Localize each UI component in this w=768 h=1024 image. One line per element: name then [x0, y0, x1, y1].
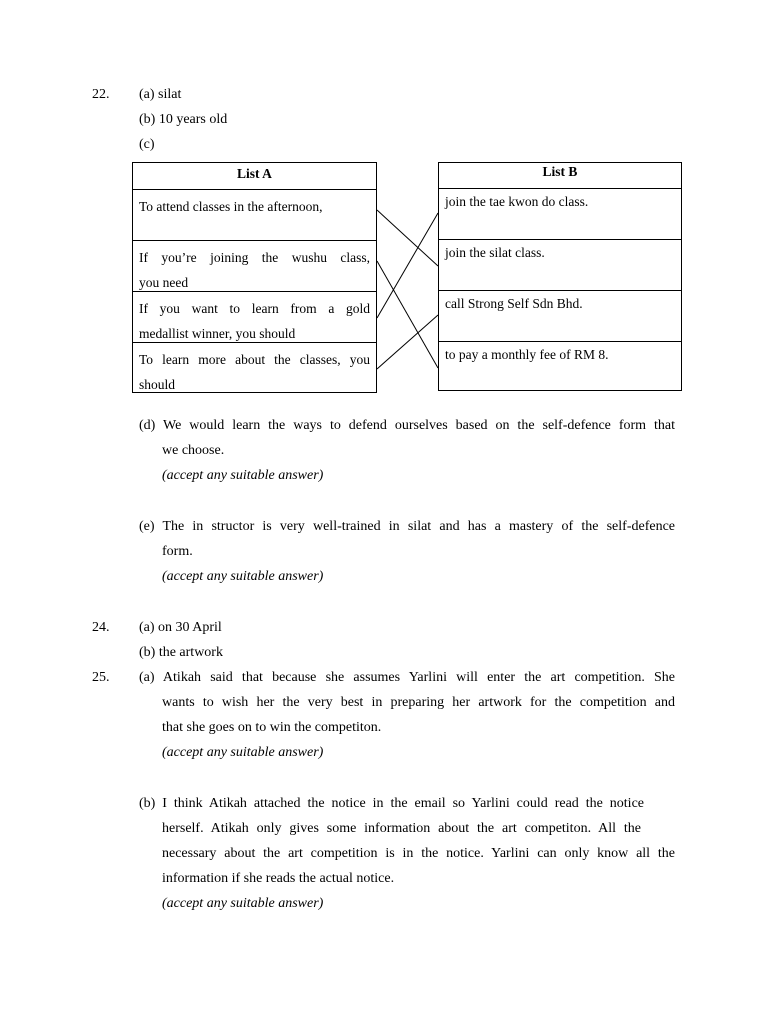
list-b-item-line: join the tae kwon do class.	[445, 194, 589, 209]
question-number-22: 22.	[92, 87, 110, 102]
list-a-item-line: To learn more about the classes, you	[139, 352, 370, 367]
list-b-item-line: join the silat class.	[445, 245, 545, 260]
question-number-24: 24.	[92, 620, 110, 635]
answer-22e-note: (accept any suitable answer)	[162, 569, 324, 584]
answer-25b-line: herself. Atikah only gives some information about the art competiton. All the	[162, 821, 641, 836]
list-a-item-line: medallist winner, you should	[139, 326, 296, 341]
list-b-item-line: to pay a monthly fee of RM 8.	[445, 347, 609, 362]
answer-22c-label: (c)	[139, 137, 155, 152]
list-a-header: List A	[237, 166, 272, 181]
match-line	[377, 213, 438, 318]
answer-25a-line: that she goes on to win the competiton.	[162, 720, 382, 735]
list-b-header: List B	[542, 164, 578, 179]
match-line	[377, 261, 438, 368]
list-b-item-line: call Strong Self Sdn Bhd.	[445, 296, 583, 311]
answer-22e-line: (e) The in structor is very well-trained in silat and has a mastery of the self-defence	[139, 519, 675, 534]
answer-24a: (a) on 30 April	[139, 620, 222, 635]
question-number-25: 25.	[92, 670, 110, 685]
answer-22d-line: we choose.	[162, 443, 225, 458]
answer-25a-line: (a) Atikah said that because she assumes Yarlini will enter the art competition. She	[139, 670, 675, 685]
list-a-item-line: If you want to learn from a gold	[139, 301, 370, 316]
list-a-item-line: To attend classes in the afternoon,	[139, 199, 323, 214]
list-a-item-line: you need	[139, 275, 189, 290]
answer-25b-note: (accept any suitable answer)	[162, 896, 324, 911]
answer-22a: (a) silat	[139, 87, 182, 102]
answer-25a-note: (accept any suitable answer)	[162, 745, 324, 760]
answer-25b-line: necessary about the art competition is in the notice. Yarlini can only know all the	[162, 846, 675, 861]
answer-25b-line: information if she reads the actual notice.	[162, 871, 395, 886]
answer-22d-line: (d) We would learn the ways to defend ourselves based on the self-defence form that	[139, 418, 675, 433]
list-a-item-line: should	[139, 377, 176, 392]
answer-22e-line: form.	[162, 544, 193, 559]
list-a-item-line: If you’re joining the wushu class,	[139, 250, 370, 265]
match-line	[377, 210, 438, 266]
answer-22d-note: (accept any suitable answer)	[162, 468, 324, 483]
answer-25a-line: wants to wish her the very best in preparing her artwork for the competition and	[162, 695, 675, 710]
answer-22b: (b) 10 years old	[139, 112, 228, 127]
match-line	[377, 315, 438, 369]
answer-24b: (b) the artwork	[139, 645, 223, 660]
answer-25b-line: (b) I think Atikah attached the notice in the email so Yarlini could read the notice	[139, 796, 644, 811]
